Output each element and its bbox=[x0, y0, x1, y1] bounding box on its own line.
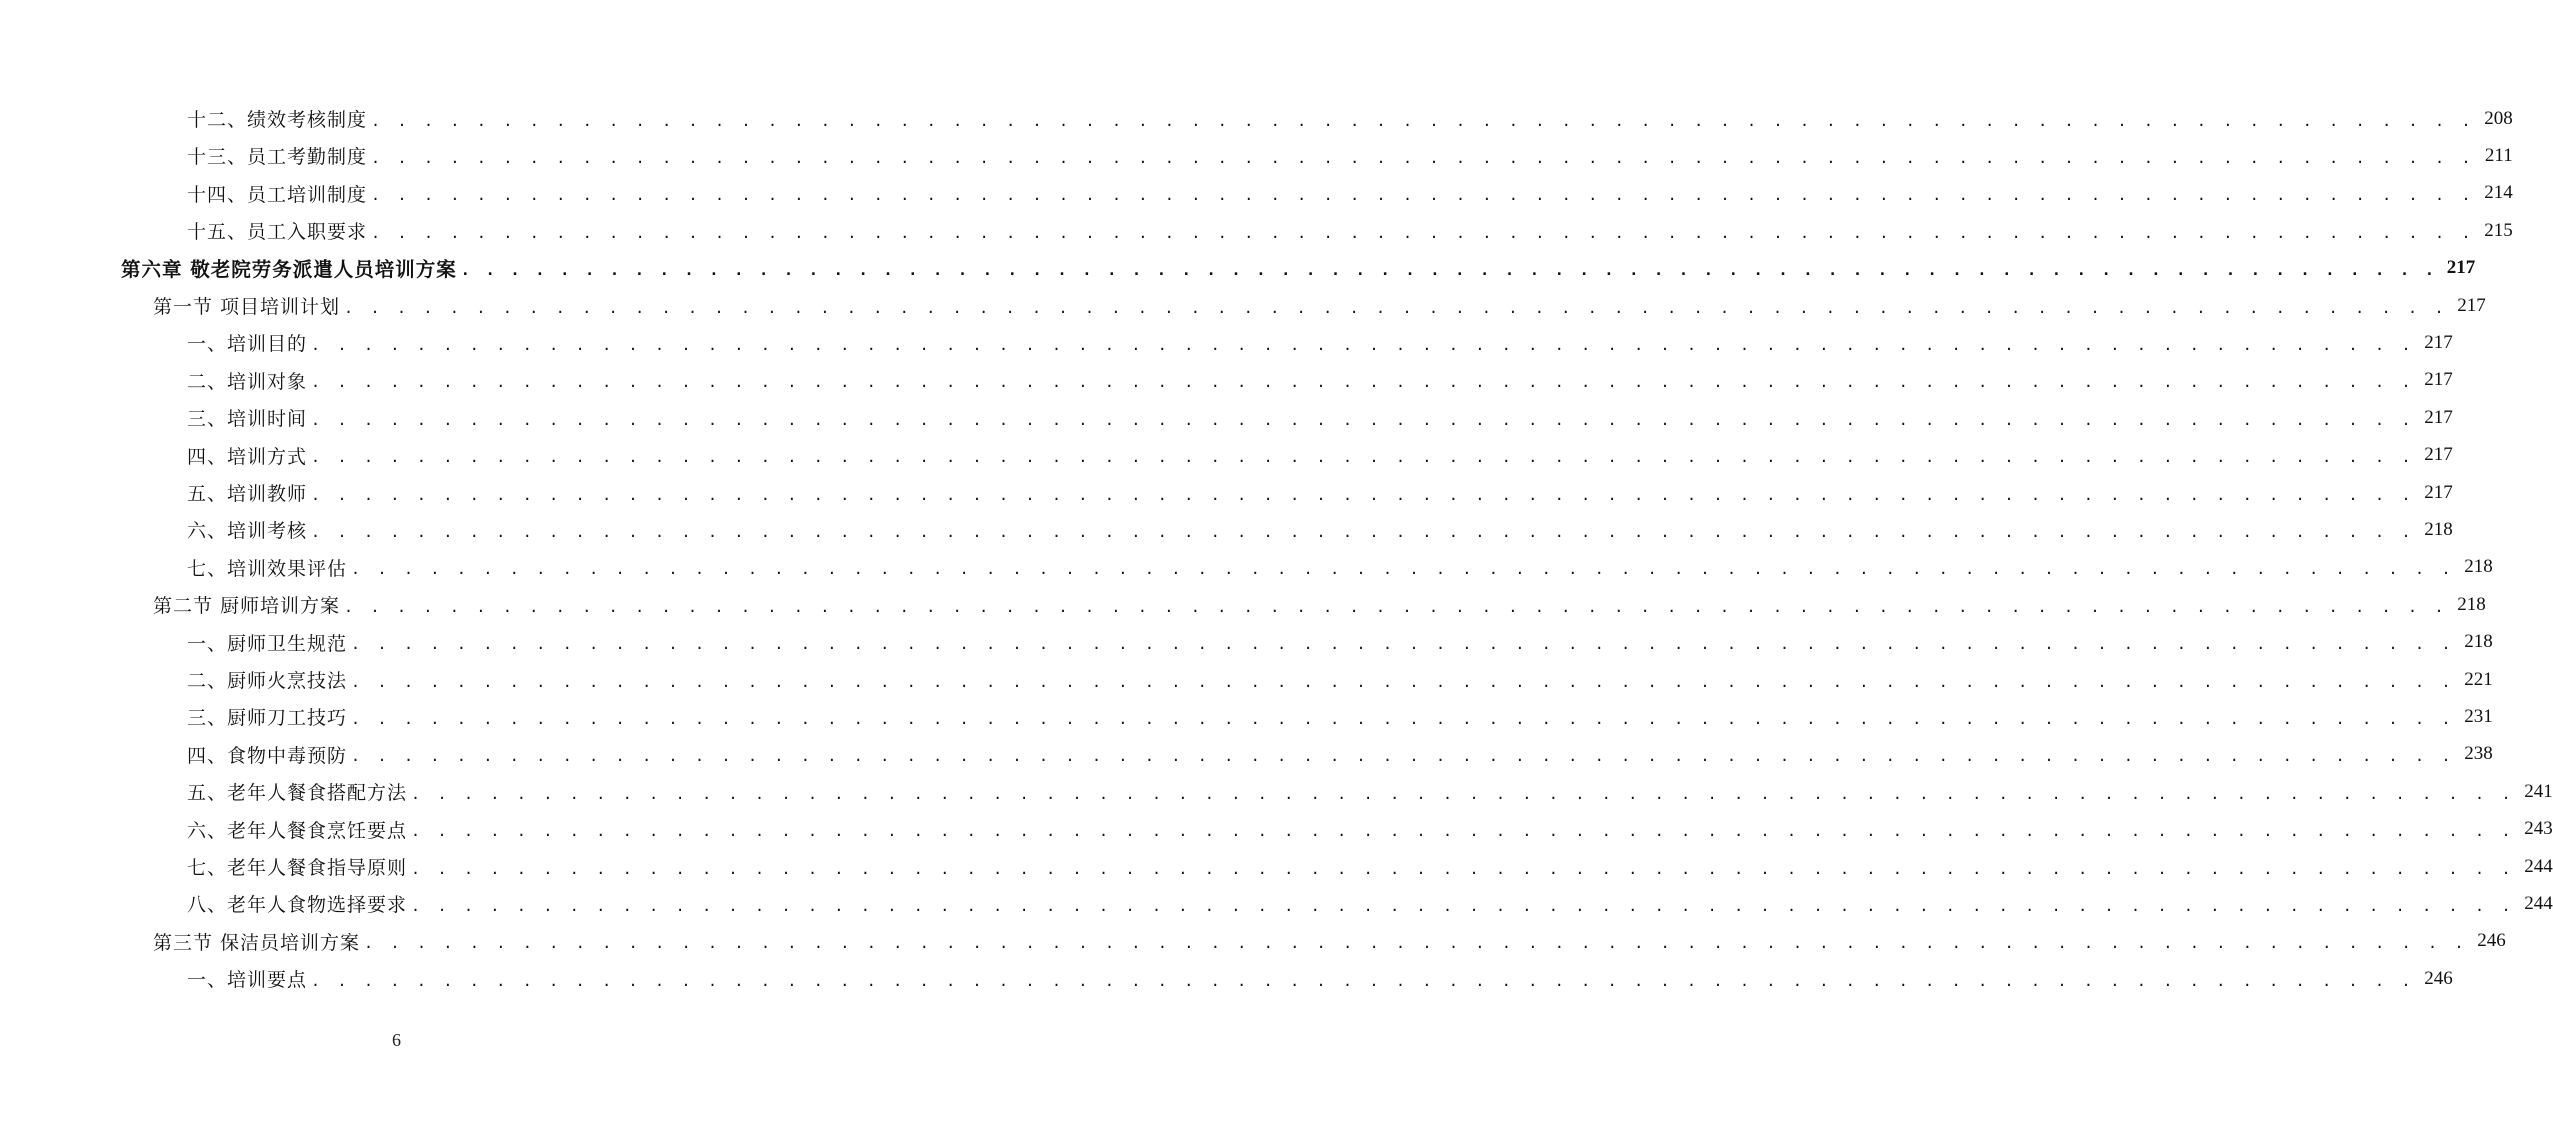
toc-entry-title: 第二节 厨师培训方案 bbox=[153, 595, 341, 618]
toc-entry-page-number: 218 bbox=[2464, 556, 2493, 578]
toc-entry-title: 三、培训时间 bbox=[187, 408, 308, 431]
toc-entry-title: 七、培训效果评估 bbox=[187, 557, 348, 580]
toc-dot-leader: . . . . . . . . . . . . . . . . . . . . . . . . . . . . . . . . . . . . . . . . . . . . . . . . . . . . . . . . . . . . . . . . . . . . . . . . . . . . . . . . bbox=[364, 934, 2468, 953]
toc-item-entry[interactable] bbox=[187, 549, 2493, 586]
toc-dot-leader: . . . . . . . . . . . . . . . . . . . . . . . . . . . . . . . . . . . . . . . . . . . . . . . . . . . . . . . . . . . . . . . . . . . . . . . . . . . . . . . . bbox=[351, 560, 2455, 579]
toc-entry-title: 六、培训考核 bbox=[187, 520, 308, 543]
toc-item-entry[interactable] bbox=[187, 137, 2513, 174]
toc-item-entry[interactable] bbox=[187, 437, 2453, 474]
toc-entry-page-number: 217 bbox=[2424, 331, 2453, 353]
toc-entry-page-number: 211 bbox=[2484, 144, 2513, 166]
page-number: 6 bbox=[392, 1030, 401, 1050]
toc-dot-leader: . . . . . . . . . . . . . . . . . . . . . . . . . . . . . . . . . . . . . . . . . . . . . . . . . . . . . . . . . . . . . . . . . . . . . . . . . . . . . . . . bbox=[411, 784, 2515, 803]
toc-entry-title: 三、厨师刀工技巧 bbox=[187, 707, 348, 730]
toc-entry-title: 七、老年人餐食指导原则 bbox=[187, 857, 408, 879]
toc-entry-page-number: 231 bbox=[2464, 705, 2493, 727]
toc-item-entry[interactable] bbox=[187, 811, 2553, 848]
toc-item-entry[interactable] bbox=[187, 511, 2453, 548]
toc-section-entry[interactable] bbox=[153, 586, 2486, 623]
toc-dot-leader: . . . . . . . . . . . . . . . . . . . . . . . . . . . . . . . . . . . . . . . . . . . . . . . . . . . . . . . . . . . . . . . . . . . . . . . . . . . . . . . . bbox=[411, 896, 2515, 915]
toc-item-entry[interactable] bbox=[187, 212, 2513, 249]
toc-entry-title: 第六章 敬老院劳务派遣人员培训方案 bbox=[121, 258, 457, 282]
toc-item-entry[interactable] bbox=[187, 100, 2513, 137]
toc-entry-title: 一、培训目的 bbox=[187, 333, 308, 356]
toc-entry-title: 十二、绩效考核制度 bbox=[187, 109, 368, 131]
toc-entry-page-number: 246 bbox=[2477, 930, 2506, 952]
toc-item-entry[interactable] bbox=[187, 399, 2453, 436]
toc-entry-page-number: 217 bbox=[2446, 257, 2476, 279]
toc-entry-title: 第一节 项目培训计划 bbox=[153, 296, 341, 318]
toc-entry-title: 四、食物中毒预防 bbox=[187, 744, 348, 767]
toc-entry-page-number: 218 bbox=[2424, 518, 2453, 540]
toc-dot-leader: . . . . . . . . . . . . . . . . . . . . . . . . . . . . . . . . . . . . . . . . . . . . . . . . . . . . . . . . . . . . . . . . . . . . . . . . . . . . . . . . bbox=[311, 410, 2415, 429]
toc-item-entry[interactable] bbox=[187, 736, 2493, 773]
toc-dot-leader: . . . . . . . . . . . . . . . . . . . . . . . . . . . . . . . . . . . . . . . . . . . . . . . . . . . . . . . . . . . . . . . . . . . . . . . . . . . . . . . . bbox=[351, 709, 2455, 728]
toc-item-entry[interactable] bbox=[187, 960, 2453, 997]
toc-entry-page-number: 217 bbox=[2457, 294, 2486, 316]
toc-dot-leader: . . . . . . . . . . . . . . . . . . . . . . . . . . . . . . . . . . . . . . . . . . . . . . . . . . . . . . . . . . . . . . . . . . . . . . . . . . . . . . . . bbox=[311, 485, 2415, 504]
toc-entry-page-number: 217 bbox=[2424, 406, 2453, 428]
toc-entry-title: 四、培训方式 bbox=[187, 445, 308, 468]
toc-dot-leader: . . . . . . . . . . . . . . . . . . . . . . . . . . . . . . . . . . . . . . . . . . . . . . . . . . . . . . . . . . . . . . . . . . . . . . . . . . . . . . . . bbox=[311, 522, 2415, 541]
toc-item-entry[interactable] bbox=[187, 474, 2453, 511]
toc-entry-title: 第三节 保洁员培训方案 bbox=[153, 931, 361, 954]
toc-dot-leader: . . . . . . . . . . . . . . . . . . . . . . . . . . . . . . . . . . . . . . . . . . . . . . . . . . . . . . . . . . . . . . . . . . . . . . . . . . . . . . . . bbox=[460, 261, 2438, 280]
toc-dot-leader: . . . . . . . . . . . . . . . . . . . . . . . . . . . . . . . . . . . . . . . . . . . . . . . . . . . . . . . . . . . . . . . . . . . . . . . . . . . . . . . . bbox=[311, 971, 2415, 990]
toc-dot-leader: . . . . . . . . . . . . . . . . . . . . . . . . . . . . . . . . . . . . . . . . . . . . . . . . . . . . . . . . . . . . . . . . . . . . . . . . . . . . . . . . bbox=[371, 186, 2475, 205]
toc-dot-leader: . . . . . . . . . . . . . . . . . . . . . . . . . . . . . . . . . . . . . . . . . . . . . . . . . . . . . . . . . . . . . . . . . . . . . . . . . . . . . . . . bbox=[344, 597, 2448, 616]
toc-item-entry[interactable] bbox=[187, 324, 2453, 361]
toc-dot-leader: . . . . . . . . . . . . . . . . . . . . . . . . . . . . . . . . . . . . . . . . . . . . . . . . . . . . . . . . . . . . . . . . . . . . . . . . . . . . . . . . bbox=[351, 747, 2455, 766]
toc-entry-page-number: 217 bbox=[2424, 481, 2453, 503]
toc-dot-leader: . . . . . . . . . . . . . . . . . . . . . . . . . . . . . . . . . . . . . . . . . . . . . . . . . . . . . . . . . . . . . . . . . . . . . . . . . . . . . . . . bbox=[371, 111, 2475, 130]
toc-item-entry[interactable] bbox=[187, 773, 2553, 810]
toc-dot-leader: . . . . . . . . . . . . . . . . . . . . . . . . . . . . . . . . . . . . . . . . . . . . . . . . . . . . . . . . . . . . . . . . . . . . . . . . . . . . . . . . bbox=[344, 298, 2448, 317]
toc-entry-page-number: 214 bbox=[2484, 182, 2513, 204]
toc-entry-page-number: 208 bbox=[2484, 107, 2513, 129]
toc-entry-page-number: 246 bbox=[2424, 967, 2453, 989]
toc-entry-title: 一、厨师卫生规范 bbox=[187, 632, 348, 655]
toc-chapter-entry[interactable] bbox=[121, 250, 2476, 287]
toc-dot-leader: . . . . . . . . . . . . . . . . . . . . . . . . . . . . . . . . . . . . . . . . . . . . . . . . . . . . . . . . . . . . . . . . . . . . . . . . . . . . . . . . bbox=[311, 373, 2415, 392]
toc-section-entry[interactable] bbox=[153, 287, 2486, 324]
toc-entry-title: 二、培训对象 bbox=[187, 370, 308, 393]
toc-dot-leader: . . . . . . . . . . . . . . . . . . . . . . . . . . . . . . . . . . . . . . . . . . . . . . . . . . . . . . . . . . . . . . . . . . . . . . . . . . . . . . . . bbox=[411, 822, 2515, 841]
toc-entry-title: 十四、员工培训制度 bbox=[187, 183, 368, 206]
toc-dot-leader: . . . . . . . . . . . . . . . . . . . . . . . . . . . . . . . . . . . . . . . . . . . . . . . . . . . . . . . . . . . . . . . . . . . . . . . . . . . . . . . . bbox=[311, 335, 2415, 354]
toc-entry-title: 二、厨师火烹技法 bbox=[187, 670, 348, 692]
toc-entry-title: 五、培训教师 bbox=[187, 483, 308, 505]
toc-dot-leader: . . . . . . . . . . . . . . . . . . . . . . . . . . . . . . . . . . . . . . . . . . . . . . . . . . . . . . . . . . . . . . . . . . . . . . . . . . . . . . . . bbox=[371, 148, 2475, 167]
toc-entry-title: 八、老年人食物选择要求 bbox=[187, 894, 408, 917]
toc-entry-page-number: 238 bbox=[2464, 743, 2493, 765]
toc-dot-leader: . . . . . . . . . . . . . . . . . . . . . . . . . . . . . . . . . . . . . . . . . . . . . . . . . . . . . . . . . . . . . . . . . . . . . . . . . . . . . . . . bbox=[411, 859, 2515, 878]
toc-entry-page-number: 215 bbox=[2484, 219, 2513, 241]
toc-item-entry[interactable] bbox=[187, 175, 2513, 212]
toc-entry-page-number: 241 bbox=[2524, 780, 2553, 802]
toc-section-entry[interactable] bbox=[153, 923, 2506, 960]
toc-item-entry[interactable] bbox=[187, 848, 2553, 885]
toc-item-entry[interactable] bbox=[187, 624, 2493, 661]
toc-item-entry[interactable] bbox=[187, 362, 2453, 399]
toc-entry-title: 六、老年人餐食烹饪要点 bbox=[187, 819, 408, 842]
toc-item-entry[interactable] bbox=[187, 698, 2493, 735]
toc-dot-leader: . . . . . . . . . . . . . . . . . . . . . . . . . . . . . . . . . . . . . . . . . . . . . . . . . . . . . . . . . . . . . . . . . . . . . . . . . . . . . . . . bbox=[351, 672, 2455, 691]
toc-entry-page-number: 217 bbox=[2424, 444, 2453, 466]
toc-entry-title: 五、老年人餐食搭配方法 bbox=[187, 782, 408, 805]
toc-entry-title: 十五、员工入职要求 bbox=[187, 221, 368, 244]
toc-entry-page-number: 243 bbox=[2524, 818, 2553, 840]
toc-entry-page-number: 218 bbox=[2457, 593, 2486, 615]
toc-item-entry[interactable] bbox=[187, 885, 2553, 922]
toc-item-entry[interactable] bbox=[187, 661, 2493, 698]
toc-dot-leader: . . . . . . . . . . . . . . . . . . . . . . . . . . . . . . . . . . . . . . . . . . . . . . . . . . . . . . . . . . . . . . . . . . . . . . . . . . . . . . . . bbox=[351, 635, 2455, 654]
toc-entry-title: 十三、员工考勤制度 bbox=[187, 146, 368, 169]
toc-dot-leader: . . . . . . . . . . . . . . . . . . . . . . . . . . . . . . . . . . . . . . . . . . . . . . . . . . . . . . . . . . . . . . . . . . . . . . . . . . . . . . . . bbox=[371, 223, 2475, 242]
toc-entry-page-number: 218 bbox=[2464, 631, 2493, 653]
toc-entry-page-number: 244 bbox=[2524, 855, 2553, 877]
toc-entry-page-number: 217 bbox=[2424, 369, 2453, 391]
toc-entry-title: 一、培训要点 bbox=[187, 969, 308, 992]
toc-entry-page-number: 221 bbox=[2464, 668, 2493, 690]
toc-dot-leader: . . . . . . . . . . . . . . . . . . . . . . . . . . . . . . . . . . . . . . . . . . . . . . . . . . . . . . . . . . . . . . . . . . . . . . . . . . . . . . . . bbox=[311, 448, 2415, 467]
toc-entry-page-number: 244 bbox=[2524, 892, 2553, 914]
